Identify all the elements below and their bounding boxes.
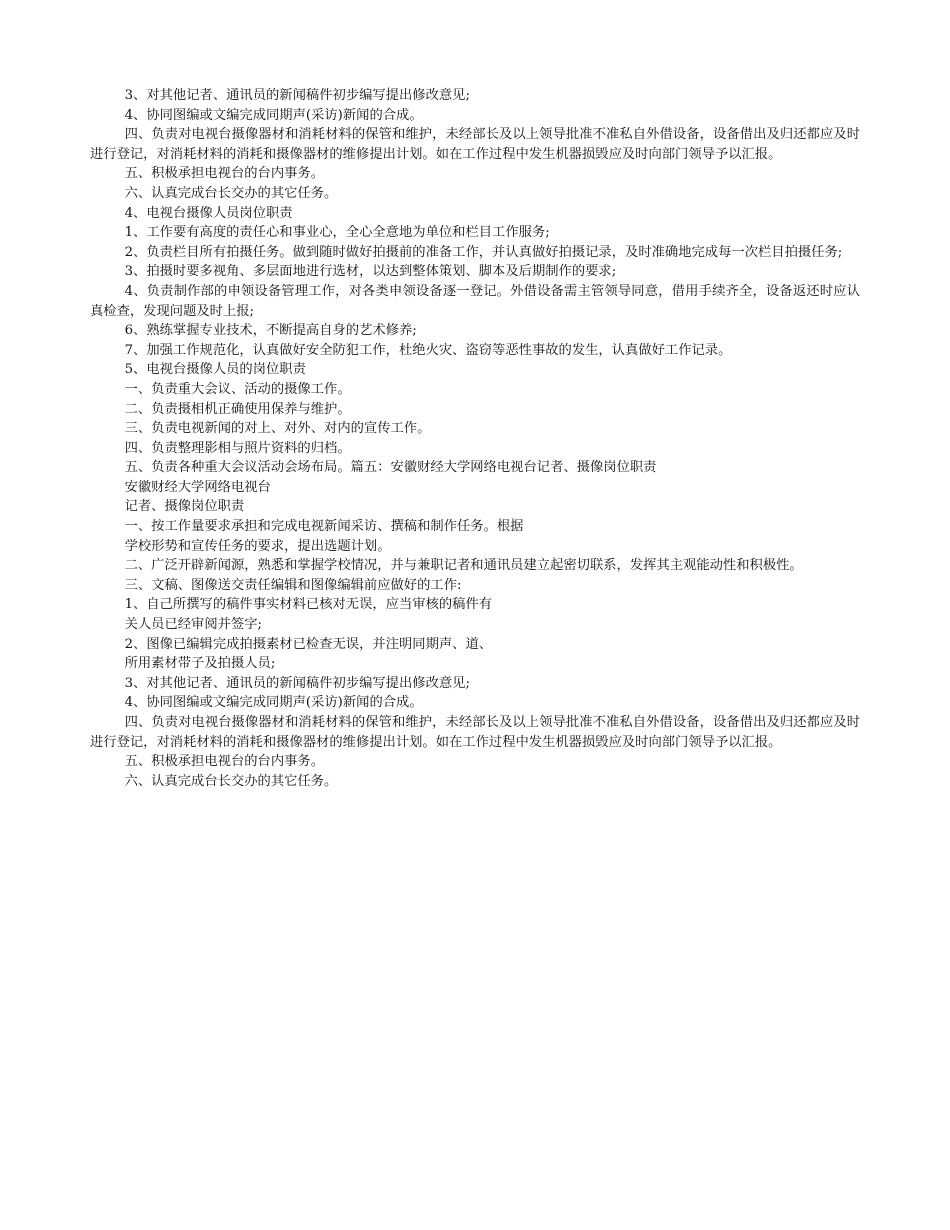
paragraph: 所用素材带子及拍摄人员; — [124, 656, 276, 672]
paragraph: 4、负责制作部的申领设备管理工作，对各类申领设备逐一登记。外借设备需主管领导同意，借用手续齐全，设备返还时应认真检查，发现问题及时上报; — [90, 283, 860, 319]
paragraph: 学校形势和宣传任务的要求，提出选题计划。 — [124, 538, 391, 554]
paragraph: 7、加强工作规范化，认真做好安全防犯工作，杜绝火灾、盗窃等恶性事故的发生，认真做好工作记录。 — [124, 342, 732, 358]
paragraph: 3、拍摄时要多视角、多层面地进行选材，以达到整体策划、脚本及后期制作的要求; — [124, 264, 617, 280]
paragraph: 3、对其他记者、通讯员的新闻稿件初步编写提出修改意见; — [124, 675, 470, 691]
paragraph: 一、按工作量要求承担和完成电视新闻采访、撰稿和制作任务。根据 — [124, 519, 524, 535]
paragraph: 四、负责对电视台摄像器材和消耗材料的保管和维护，未经部长及以上领导批准不准私自外借设备，设备借出及归还都应及时进行登记，对消耗材料的消耗和摄像器材的维修提出计划。如在工作过程中发生机器损毁应及时向部门领导予以汇报。 — [90, 715, 860, 750]
paragraph: 三、负责电视新闻的对上、对外、对内的宣传工作。 — [124, 421, 431, 437]
paragraph: 五、负责各种重大会议活动会场布局。篇五：安徽财经大学网络电视台记者、摄像岗位职责 — [124, 460, 657, 476]
paragraph: 6、熟练掌握专业技术，不断提高自身的艺术修养; — [124, 323, 417, 339]
section-heading: 安徽财经大学网络电视台 — [124, 479, 271, 495]
paragraph: 3、对其他记者、通讯员的新闻稿件初步编写提出修改意见; — [124, 88, 470, 103]
paragraph: 二、广泛开辟新闻源，熟悉和掌握学校情况，并与兼职记者和通讯员建立起密切联系，发挥其主观能动性和积极性。 — [124, 558, 803, 574]
paragraph: 三、文稿、图像送交责任编辑和图像编辑前应做好的工作: — [124, 577, 462, 593]
paragraph: 1、自己所撰写的稿件事实材料已核对无误，应当审核的稿件有 — [124, 597, 493, 613]
paragraph: 五、积极承担电视台的台内事务。 — [124, 166, 325, 182]
document-body — [90, 86, 860, 791]
paragraph: 六、认真完成台长交办的其它任务。 — [124, 773, 338, 789]
paragraph: 五、积极承担电视台的台内事务。 — [124, 754, 325, 770]
paragraph: 2、负责栏目所有拍摄任务。做到随时做好拍摄前的准备工作，并认真做好拍摄记录，及时准确地完成每一次栏目拍摄任务; — [124, 244, 843, 260]
paragraph: 六、认真完成台长交办的其它任务。 — [124, 185, 338, 201]
paragraph: 4、协同图编或文编完成同期声(采访)新闻的合成。 — [124, 695, 423, 711]
section-heading: 4、电视台摄像人员岗位职责 — [124, 205, 293, 221]
paragraph: 1、工作要有高度的责任心和事业心，全心全意地为单位和栏目工作服务; — [124, 225, 550, 241]
paragraph: 二、负责摄相机正确使用保养与维护。 — [124, 401, 351, 417]
paragraph: 2、图像已编辑完成拍摄素材已检查无误，并注明同期声、道、 — [124, 636, 493, 652]
section-heading: 记者、摄像岗位职责 — [124, 499, 245, 515]
paragraph: 4、协同图编或文编完成同期声(采访)新闻的合成。 — [124, 107, 423, 123]
section-heading: 5、电视台摄像人员的岗位职责 — [124, 362, 306, 378]
paragraph: 关人员已经审阅并签字; — [124, 617, 263, 633]
paragraph: 一、负责重大会议、活动的摄像工作。 — [124, 381, 351, 397]
paragraph: 四、负责对电视台摄像器材和消耗材料的保管和维护，未经部长及以上领导批准不准私自外借设备，设备借出及归还都应及时进行登记，对消耗材料的消耗和摄像器材的维修提出计划。如在工作过程中发生机器损毁应及时向部门领导予以汇报。 — [90, 127, 860, 162]
paragraph: 四、负责整理影相与照片资料的归档。 — [124, 440, 351, 456]
